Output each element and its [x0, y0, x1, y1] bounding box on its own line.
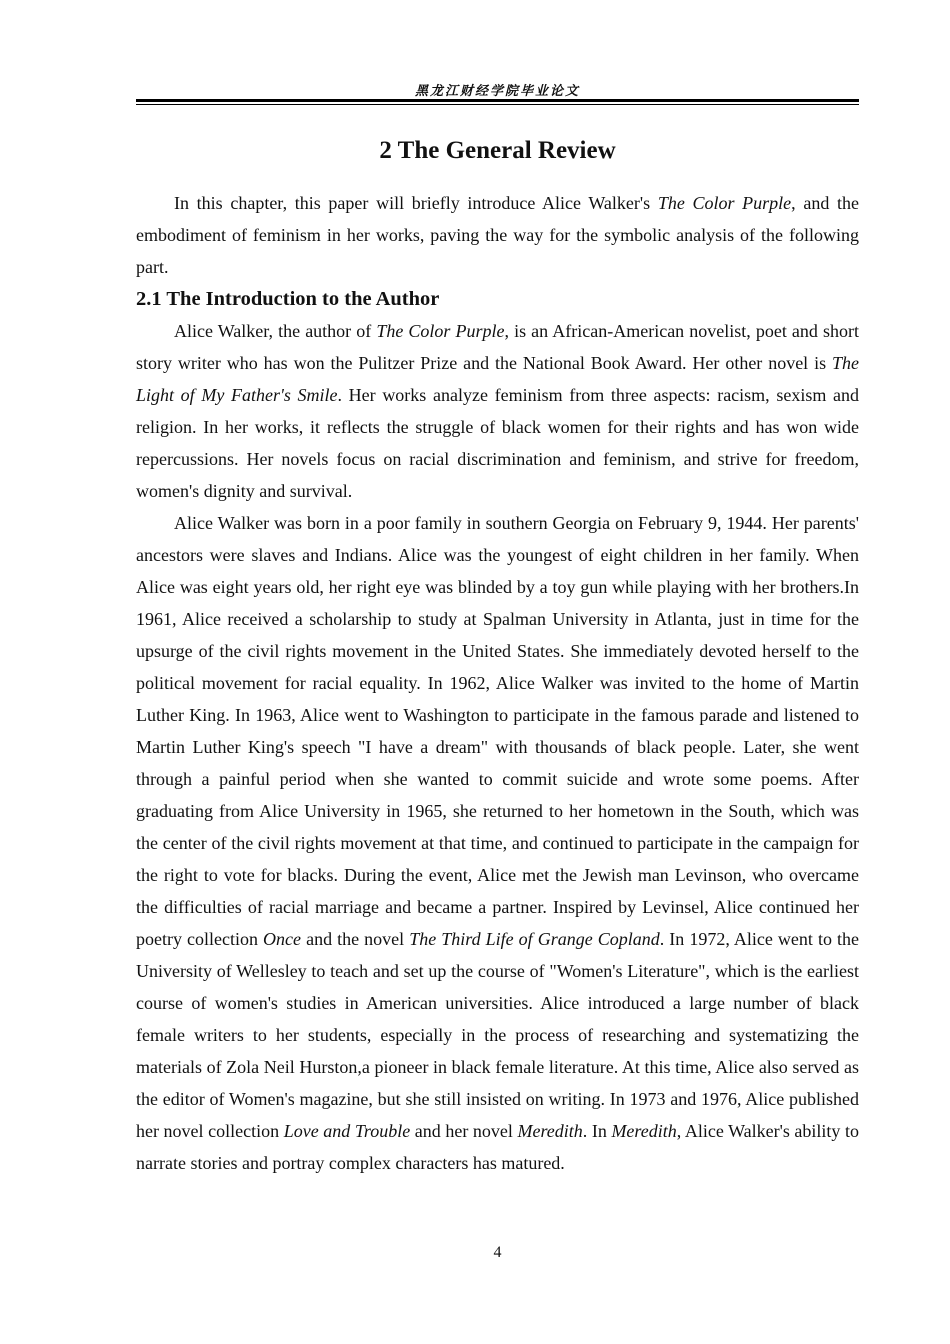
book-title: Love and Trouble	[283, 1121, 411, 1141]
page-number: 4	[493, 1244, 502, 1261]
book-title: The Color Purple	[657, 193, 792, 213]
text-run: In this chapter, this paper will briefly introduce Alice Walker's	[174, 193, 658, 213]
header-rule-thick	[136, 99, 859, 102]
book-title: The Third Life of Grange Copland	[409, 929, 660, 949]
text-run: and her novel	[410, 1121, 518, 1141]
section-heading: 2.1 The Introduction to the Author	[136, 288, 440, 310]
text-run: . In 1972, Alice went to the University of Wellesley to teach and set up the course of "Women's Literature", which is the earliest course of women's studies in American universities. Alice introduced a large number of black female writers to her students, especially in the process of researching and systematizing the materials of Zola Neil Hurston,a pioneer in black female literature. At this time, Alice also served as the editor of Women's magazine, but she still insisted on writing. In 1973 and 1976, Alice published her novel collection	[136, 929, 859, 1141]
header-rule-thin	[136, 104, 859, 105]
text-run: , is an African-American novelist, poet and short story writer who has won the Pulitzer Prize and the National Book Award. Her other novel is	[136, 321, 859, 373]
text-run: . In	[582, 1121, 612, 1141]
paragraph-author-intro	[136, 315, 859, 507]
chapter-title: 2 The General Review	[379, 137, 616, 164]
book-title: The Color Purple	[376, 321, 505, 341]
book-title: Meredith	[517, 1121, 583, 1141]
text-run: , and the embodiment of feminism in her works, paving the way for the symbolic analysis of the following part.	[136, 193, 859, 277]
text-run: . Her works analyze feminism from three aspects: racism, sexism and religion. In her works, it reflects the struggle of black women for their rights and has won wide repercussions. Her novels focus on racial discrimination and feminism, and strive for freedom, women's dignity and survival.	[136, 385, 859, 501]
book-title: Once	[263, 929, 302, 949]
body-text	[136, 187, 859, 1179]
text-run: and the novel	[301, 929, 410, 949]
paragraph-biography	[136, 507, 859, 1179]
running-header: 黑龙江财经学院毕业论文	[414, 84, 580, 99]
text-run: Alice Walker was born in a poor family in southern Georgia on February 9, 1944. Her parents' ancestors were slaves and Indians. Alice was the youngest of eight children in her family. When Alice was eight years old, her right eye was blinded by a toy gun while playing with her brothers.In 1961, Alice received a scholarship to study at Spalman University in Atlanta, just in time for the upsurge of the civil rights movement in the United States. She immediately devoted herself to the political movement for racial equality. In 1962, Alice Walker was invited to the home of Martin Luther King. In 1963, Alice went to Washington to participate in the famous parade and listened to Martin Luther King's speech "I have a dream" with thousands of black people. Later, she went through a painful period when she wanted to commit suicide and wrote some poems. After graduating from Alice University in 1965, she returned to her hometown in the South, which was the center of the civil rights movement at that time, and continued to participate in the campaign for the right to vote for blacks. During the event, Alice met the Jewish man Levinson, who overcame the difficulties of racial marriage and became a partner. Inspired by Levinsel, Alice continued her poetry collection	[136, 513, 859, 949]
book-title: Meredith	[611, 1121, 677, 1141]
text-run: Alice Walker, the author of	[174, 321, 377, 341]
book-title: The Light of My Father's Smile	[136, 353, 859, 405]
text-run: , Alice Walker's ability to narrate stories and portray complex characters has matured.	[136, 1121, 859, 1173]
intro-paragraph	[136, 187, 859, 283]
